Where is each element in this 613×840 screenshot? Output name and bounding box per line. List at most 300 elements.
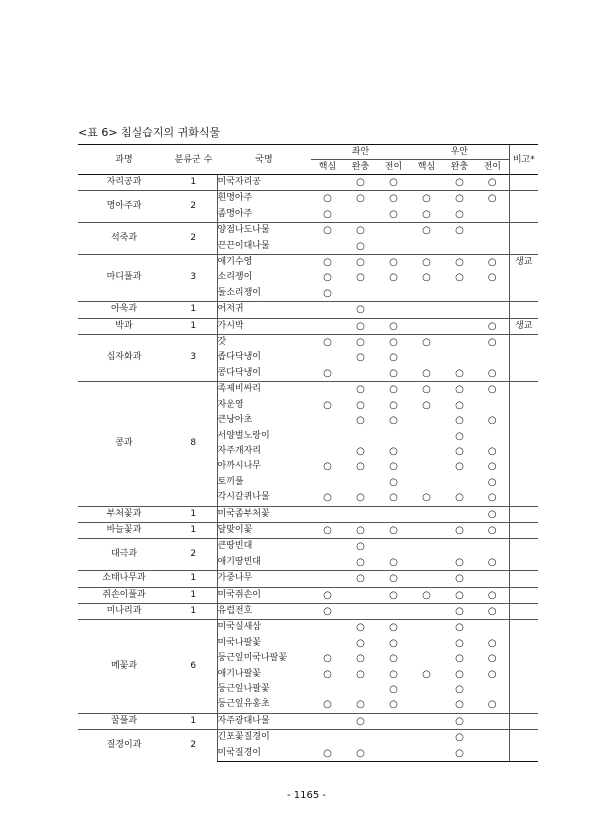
table-row bbox=[78, 539, 538, 555]
occurrence-cell: ○ bbox=[323, 367, 332, 379]
occurrence-cell: ○ bbox=[356, 556, 365, 568]
occurrence-cell: ○ bbox=[377, 335, 410, 351]
occurrence-cell: ○ bbox=[487, 668, 497, 680]
occurrence-cell bbox=[410, 713, 443, 729]
occurrence-cell bbox=[344, 730, 377, 746]
occurrence-cell bbox=[377, 730, 410, 746]
occurrence-cell: ○ bbox=[487, 367, 497, 379]
occurrence-cell: ○ bbox=[476, 603, 509, 619]
occurrence-cell bbox=[410, 413, 443, 428]
occurrence-cell: ○ bbox=[323, 287, 332, 299]
occurrence-cell: ○ bbox=[377, 587, 410, 603]
occurrence-cell bbox=[410, 682, 443, 697]
table-row bbox=[78, 175, 538, 191]
occurrence-cell: ○ bbox=[389, 445, 398, 457]
occurrence-cell: ○ bbox=[443, 713, 476, 729]
occurrence-cell bbox=[476, 713, 509, 729]
occurrence-cell: ○ bbox=[455, 668, 464, 680]
remark-cell bbox=[509, 335, 538, 351]
occurrence-cell: ○ bbox=[410, 223, 443, 239]
occurrence-cell: ○ bbox=[443, 603, 476, 619]
species-name-cell: 둥근잎유홍초 bbox=[217, 697, 311, 713]
occurrence-cell: ○ bbox=[455, 684, 464, 695]
occurrence-cell bbox=[311, 506, 344, 522]
occurrence-cell bbox=[476, 302, 509, 318]
occurrence-cell: ○ bbox=[356, 653, 365, 665]
remark-cell bbox=[509, 366, 538, 382]
page-number: - 1165 - bbox=[286, 790, 327, 801]
family-cell: 콩과 bbox=[78, 382, 170, 506]
table-row bbox=[78, 318, 538, 334]
count-cell: 3 bbox=[170, 335, 217, 382]
occurrence-cell: ○ bbox=[455, 272, 464, 284]
table-row bbox=[78, 191, 538, 207]
count-cell: 1 bbox=[170, 571, 217, 587]
family-cell: 질경이과 bbox=[78, 730, 170, 762]
occurrence-cell bbox=[410, 620, 443, 636]
header-left-core: 핵심 bbox=[311, 160, 344, 175]
occurrence-cell bbox=[311, 318, 344, 334]
occurrence-cell bbox=[410, 286, 443, 302]
species-name-cell: 가시박 bbox=[217, 318, 311, 334]
species-name-cell: 미국실새삼 bbox=[217, 620, 311, 636]
occurrence-cell: ○ bbox=[356, 415, 365, 427]
remark-cell bbox=[509, 730, 538, 746]
occurrence-cell: ○ bbox=[455, 653, 464, 665]
count-cell: 1 bbox=[170, 318, 217, 334]
remark-cell bbox=[509, 270, 538, 285]
remark-cell bbox=[509, 459, 538, 474]
occurrence-cell: ○ bbox=[344, 713, 377, 729]
species-name-cell: 애기수영 bbox=[217, 255, 311, 271]
occurrence-cell bbox=[377, 506, 410, 522]
remark-cell bbox=[509, 490, 538, 506]
species-name-cell: 둥근잎나팔꽃 bbox=[217, 682, 311, 697]
occurrence-cell: ○ bbox=[323, 272, 332, 284]
occurrence-cell bbox=[410, 571, 443, 587]
table-row bbox=[78, 571, 538, 587]
species-name-cell: 둥근잎미국나팔꽃 bbox=[217, 651, 311, 666]
table-row bbox=[78, 255, 538, 271]
family-cell: 마디풀과 bbox=[78, 255, 170, 302]
occurrence-cell bbox=[443, 539, 476, 555]
occurrence-cell: ○ bbox=[323, 399, 332, 411]
occurrence-cell bbox=[410, 506, 443, 522]
occurrence-cell bbox=[344, 682, 377, 697]
family-cell: 석죽과 bbox=[78, 223, 170, 255]
occurrence-cell: ○ bbox=[487, 653, 497, 665]
occurrence-cell: ○ bbox=[443, 382, 476, 398]
occurrence-cell bbox=[476, 620, 509, 636]
header-right-transition: 전이 bbox=[476, 160, 509, 175]
occurrence-cell: ○ bbox=[410, 191, 443, 207]
occurrence-cell: ○ bbox=[443, 175, 476, 191]
table-caption: <표 6> 침실습지의 귀화식물 bbox=[78, 126, 221, 139]
occurrence-cell: ○ bbox=[377, 522, 410, 538]
occurrence-cell bbox=[377, 223, 410, 239]
occurrence-cell: ○ bbox=[455, 445, 464, 457]
count-cell: 3 bbox=[170, 255, 217, 302]
occurrence-cell bbox=[476, 682, 509, 697]
occurrence-cell: ○ bbox=[377, 620, 410, 636]
header-left-buffer: 완충 bbox=[344, 160, 377, 175]
occurrence-cell bbox=[311, 730, 344, 746]
remark-cell bbox=[509, 175, 538, 191]
occurrence-cell: ○ bbox=[476, 587, 509, 603]
occurrence-cell bbox=[443, 335, 476, 351]
family-cell: 명아주과 bbox=[78, 191, 170, 223]
occurrence-cell bbox=[410, 555, 443, 571]
table-row bbox=[78, 603, 538, 619]
occurrence-cell bbox=[311, 350, 344, 365]
occurrence-cell bbox=[311, 555, 344, 571]
family-cell: 메꽃과 bbox=[78, 620, 170, 713]
occurrence-cell bbox=[443, 302, 476, 318]
remark-cell bbox=[509, 620, 538, 636]
occurrence-cell bbox=[410, 459, 443, 474]
species-name-cell: 큰낭아초 bbox=[217, 413, 311, 428]
species-name-cell: 흰명아주 bbox=[217, 191, 311, 207]
occurrence-cell: ○ bbox=[323, 208, 332, 220]
occurrence-cell bbox=[476, 746, 509, 762]
occurrence-cell bbox=[443, 506, 476, 522]
occurrence-cell: ○ bbox=[487, 699, 497, 711]
occurrence-cell bbox=[311, 713, 344, 729]
occurrence-cell: ○ bbox=[410, 382, 443, 398]
remark-cell bbox=[509, 429, 538, 444]
count-cell: 1 bbox=[170, 587, 217, 603]
species-name-cell: 끈끈이대나물 bbox=[217, 239, 311, 255]
occurrence-cell bbox=[410, 239, 443, 255]
species-name-cell: 미국자리공 bbox=[217, 175, 311, 191]
occurrence-cell bbox=[344, 475, 377, 490]
occurrence-cell: ○ bbox=[389, 476, 398, 488]
occurrence-cell: ○ bbox=[389, 272, 398, 284]
occurrence-cell: ○ bbox=[311, 587, 344, 603]
count-cell: 2 bbox=[170, 539, 217, 571]
remark-cell bbox=[509, 398, 538, 413]
occurrence-cell: ○ bbox=[476, 382, 509, 398]
occurrence-cell: ○ bbox=[311, 191, 344, 207]
occurrence-cell: ○ bbox=[323, 653, 332, 665]
occurrence-cell: ○ bbox=[476, 335, 509, 351]
occurrence-cell bbox=[344, 587, 377, 603]
table-row bbox=[78, 335, 538, 351]
occurrence-cell: ○ bbox=[455, 430, 464, 442]
occurrence-cell: ○ bbox=[410, 335, 443, 351]
species-name-cell: 자주광대나물 bbox=[217, 713, 311, 729]
occurrence-cell: ○ bbox=[344, 539, 377, 555]
species-name-cell: 어저귀 bbox=[217, 302, 311, 318]
occurrence-cell: ○ bbox=[356, 272, 365, 284]
occurrence-cell: ○ bbox=[476, 191, 509, 207]
occurrence-cell: ○ bbox=[455, 492, 464, 504]
occurrence-cell: ○ bbox=[487, 492, 497, 504]
count-cell: 1 bbox=[170, 506, 217, 522]
occurrence-cell: ○ bbox=[389, 492, 398, 504]
occurrence-cell: ○ bbox=[455, 208, 464, 220]
occurrence-cell: ○ bbox=[487, 461, 497, 473]
occurrence-cell bbox=[377, 286, 410, 302]
occurrence-cell: ○ bbox=[455, 399, 464, 411]
remark-cell bbox=[509, 682, 538, 697]
occurrence-cell bbox=[311, 475, 344, 490]
occurrence-cell bbox=[377, 239, 410, 255]
count-cell: 1 bbox=[170, 713, 217, 729]
occurrence-cell: ○ bbox=[344, 382, 377, 398]
occurrence-cell bbox=[443, 475, 476, 490]
occurrence-cell bbox=[311, 682, 344, 697]
occurrence-cell bbox=[410, 175, 443, 191]
family-cell: 바늘꽃과 bbox=[78, 522, 170, 538]
occurrence-cell bbox=[476, 239, 509, 255]
species-name-cell: 애기땅빈대 bbox=[217, 555, 311, 571]
occurrence-cell bbox=[476, 571, 509, 587]
occurrence-cell bbox=[377, 302, 410, 318]
occurrence-cell: ○ bbox=[476, 175, 509, 191]
occurrence-cell bbox=[476, 730, 509, 746]
occurrence-cell: ○ bbox=[455, 637, 464, 649]
occurrence-cell bbox=[410, 730, 443, 746]
occurrence-cell: ○ bbox=[356, 637, 365, 649]
occurrence-cell: ○ bbox=[389, 653, 398, 665]
occurrence-cell bbox=[311, 571, 344, 587]
occurrence-cell bbox=[410, 475, 443, 490]
occurrence-cell: ○ bbox=[476, 522, 509, 538]
family-cell: 아욱과 bbox=[78, 302, 170, 318]
table-row bbox=[78, 522, 538, 538]
occurrence-cell bbox=[476, 350, 509, 365]
header-family: 과명 bbox=[78, 145, 170, 175]
family-cell: 소태나무과 bbox=[78, 571, 170, 587]
remark-cell bbox=[509, 286, 538, 302]
occurrence-cell: ○ bbox=[344, 302, 377, 318]
species-name-cell: 미국나팔꽃 bbox=[217, 636, 311, 651]
occurrence-cell bbox=[410, 603, 443, 619]
header-name: 국명 bbox=[217, 145, 311, 175]
occurrence-cell: ○ bbox=[389, 684, 398, 695]
occurrence-cell: ○ bbox=[389, 367, 398, 379]
remark-cell bbox=[509, 475, 538, 490]
occurrence-cell bbox=[443, 239, 476, 255]
count-cell: 6 bbox=[170, 620, 217, 713]
occurrence-cell: ○ bbox=[455, 461, 464, 473]
occurrence-cell: ○ bbox=[487, 415, 497, 427]
remark-cell bbox=[509, 413, 538, 428]
occurrence-cell: ○ bbox=[356, 492, 365, 504]
occurrence-cell bbox=[344, 603, 377, 619]
family-cell: 대극과 bbox=[78, 539, 170, 571]
occurrence-cell: ○ bbox=[422, 367, 431, 379]
occurrence-cell bbox=[410, 651, 443, 666]
remark-cell bbox=[509, 382, 538, 398]
occurrence-cell: ○ bbox=[356, 240, 365, 252]
occurrence-cell: ○ bbox=[356, 399, 365, 411]
occurrence-cell bbox=[377, 746, 410, 762]
occurrence-cell bbox=[377, 713, 410, 729]
occurrence-cell: ○ bbox=[377, 255, 410, 271]
occurrence-cell: ○ bbox=[487, 476, 497, 488]
table-row bbox=[78, 620, 538, 636]
occurrence-cell: ○ bbox=[311, 335, 344, 351]
family-cell: 미나리과 bbox=[78, 603, 170, 619]
occurrence-cell: ○ bbox=[443, 191, 476, 207]
header-count: 분류군 수 bbox=[170, 145, 217, 175]
occurrence-cell: ○ bbox=[323, 461, 332, 473]
occurrence-cell: ○ bbox=[476, 255, 509, 271]
occurrence-cell: ○ bbox=[443, 730, 476, 746]
occurrence-cell: ○ bbox=[344, 522, 377, 538]
occurrence-cell bbox=[476, 207, 509, 223]
occurrence-cell: ○ bbox=[455, 415, 464, 427]
table-row bbox=[78, 302, 538, 318]
naturalized-plants-table bbox=[78, 144, 538, 762]
species-name-cell: 양점나도나물 bbox=[217, 223, 311, 239]
occurrence-cell: ○ bbox=[410, 587, 443, 603]
occurrence-cell: ○ bbox=[487, 637, 497, 649]
species-name-cell: 돌소리쟁이 bbox=[217, 286, 311, 302]
occurrence-cell: ○ bbox=[344, 620, 377, 636]
occurrence-cell: ○ bbox=[344, 746, 377, 762]
occurrence-cell bbox=[311, 636, 344, 651]
species-name-cell: 좁다닥냉이 bbox=[217, 350, 311, 365]
occurrence-cell bbox=[410, 302, 443, 318]
species-name-cell: 서양벌노랑이 bbox=[217, 429, 311, 444]
remark-cell bbox=[509, 587, 538, 603]
occurrence-cell bbox=[410, 539, 443, 555]
species-name-cell: 애기나팔꽃 bbox=[217, 667, 311, 682]
occurrence-cell: ○ bbox=[443, 746, 476, 762]
occurrence-cell bbox=[476, 398, 509, 413]
family-cell: 꿀풀과 bbox=[78, 713, 170, 729]
occurrence-cell: ○ bbox=[344, 175, 377, 191]
occurrence-cell: ○ bbox=[389, 699, 398, 711]
species-name-cell: 토끼풀 bbox=[217, 475, 311, 490]
occurrence-cell: ○ bbox=[344, 335, 377, 351]
remark-cell bbox=[509, 603, 538, 619]
occurrence-cell: ○ bbox=[443, 587, 476, 603]
table-row bbox=[78, 382, 538, 398]
header-right-bank: 우안 bbox=[410, 145, 509, 160]
remark-cell bbox=[509, 350, 538, 365]
occurrence-cell bbox=[311, 620, 344, 636]
occurrence-cell: ○ bbox=[443, 255, 476, 271]
occurrence-cell bbox=[476, 286, 509, 302]
table-row bbox=[78, 506, 538, 522]
occurrence-cell: ○ bbox=[311, 746, 344, 762]
occurrence-cell: ○ bbox=[410, 255, 443, 271]
occurrence-cell: ○ bbox=[389, 352, 398, 364]
header-left-bank: 좌안 bbox=[311, 145, 410, 160]
species-name-cell: 소리쟁이 bbox=[217, 270, 311, 285]
occurrence-cell bbox=[410, 522, 443, 538]
occurrence-cell: ○ bbox=[323, 668, 332, 680]
occurrence-cell bbox=[311, 429, 344, 444]
occurrence-cell: ○ bbox=[422, 399, 431, 411]
occurrence-cell: ○ bbox=[389, 556, 398, 568]
occurrence-cell: ○ bbox=[476, 506, 509, 522]
occurrence-cell: ○ bbox=[344, 255, 377, 271]
occurrence-cell: ○ bbox=[422, 208, 431, 220]
remark-cell bbox=[509, 302, 538, 318]
species-name-cell: 큰땅빈대 bbox=[217, 539, 311, 555]
species-name-cell: 가중나무 bbox=[217, 571, 311, 587]
occurrence-cell: ○ bbox=[323, 492, 332, 504]
header-remark: 비고* bbox=[509, 145, 538, 175]
family-cell: 쥐손이풀과 bbox=[78, 587, 170, 603]
table-row bbox=[78, 587, 538, 603]
occurrence-cell: ○ bbox=[443, 571, 476, 587]
occurrence-cell: ○ bbox=[443, 620, 476, 636]
species-name-cell: 달맞이꽃 bbox=[217, 522, 311, 538]
occurrence-cell: ○ bbox=[356, 445, 365, 457]
species-name-cell: 아까시나무 bbox=[217, 459, 311, 474]
occurrence-cell: ○ bbox=[487, 556, 497, 568]
count-cell: 2 bbox=[170, 223, 217, 255]
occurrence-cell bbox=[443, 286, 476, 302]
remark-cell bbox=[509, 239, 538, 255]
remark-cell bbox=[509, 746, 538, 762]
occurrence-cell: ○ bbox=[422, 272, 431, 284]
occurrence-cell: ○ bbox=[356, 668, 365, 680]
occurrence-cell: ○ bbox=[389, 461, 398, 473]
species-name-cell: 콩다닥냉이 bbox=[217, 366, 311, 382]
occurrence-cell bbox=[410, 697, 443, 713]
occurrence-cell bbox=[311, 302, 344, 318]
remark-cell bbox=[509, 207, 538, 223]
remark-cell bbox=[509, 506, 538, 522]
occurrence-cell bbox=[410, 444, 443, 459]
occurrence-cell: ○ bbox=[443, 522, 476, 538]
occurrence-cell bbox=[410, 636, 443, 651]
species-name-cell: 좀명아주 bbox=[217, 207, 311, 223]
occurrence-cell: ○ bbox=[377, 571, 410, 587]
count-cell: 2 bbox=[170, 730, 217, 762]
occurrence-cell: ○ bbox=[487, 445, 497, 457]
species-name-cell: 미국쥐손이 bbox=[217, 587, 311, 603]
header-right-buffer: 완충 bbox=[443, 160, 476, 175]
occurrence-cell: ○ bbox=[311, 223, 344, 239]
occurrence-cell: ○ bbox=[377, 175, 410, 191]
remark-cell bbox=[509, 571, 538, 587]
species-name-cell: 갓 bbox=[217, 335, 311, 351]
family-cell: 십자화과 bbox=[78, 335, 170, 382]
header-right-core: 핵심 bbox=[410, 160, 443, 175]
occurrence-cell: ○ bbox=[344, 223, 377, 239]
occurrence-cell: ○ bbox=[422, 668, 431, 680]
species-name-cell: 미국질경이 bbox=[217, 746, 311, 762]
species-name-cell: 자주개자리 bbox=[217, 444, 311, 459]
occurrence-cell bbox=[377, 429, 410, 444]
occurrence-cell: ○ bbox=[356, 461, 365, 473]
species-name-cell: 족제비싸리 bbox=[217, 382, 311, 398]
occurrence-cell bbox=[311, 239, 344, 255]
occurrence-cell: ○ bbox=[389, 668, 398, 680]
occurrence-cell bbox=[311, 413, 344, 428]
remark-cell bbox=[509, 555, 538, 571]
count-cell: 1 bbox=[170, 302, 217, 318]
occurrence-cell: ○ bbox=[311, 603, 344, 619]
occurrence-cell bbox=[344, 207, 377, 223]
occurrence-cell bbox=[476, 429, 509, 444]
table-row bbox=[78, 730, 538, 746]
occurrence-cell bbox=[443, 350, 476, 365]
remark-cell bbox=[509, 223, 538, 239]
occurrence-cell: ○ bbox=[323, 699, 332, 711]
remark-cell bbox=[509, 636, 538, 651]
occurrence-cell bbox=[344, 366, 377, 382]
table-row bbox=[78, 223, 538, 239]
